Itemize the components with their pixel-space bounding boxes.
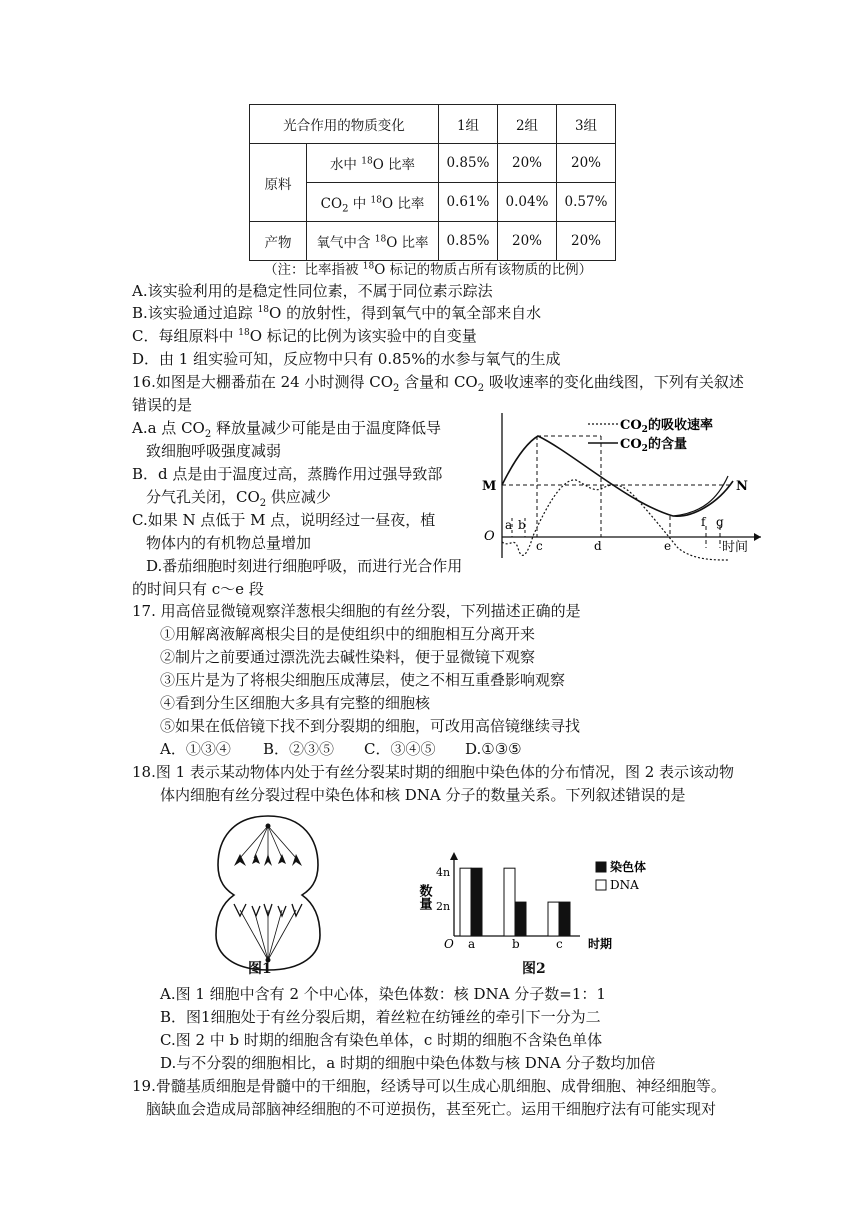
- label-e: e: [664, 539, 672, 553]
- q16-stem-cont: 错误的是: [132, 396, 193, 414]
- q17-option-b: B．②③⑤: [263, 740, 335, 758]
- q16-option-c-cont: 物体内的有机物总量增加: [146, 534, 312, 552]
- bar-chromosome-b: [515, 902, 526, 936]
- legend-chromosome-swatch: [596, 862, 606, 872]
- label-g: g: [716, 515, 724, 529]
- table-row-label: 水中 $^{18}$O 比率: [307, 144, 439, 183]
- q16-option-a-cont: 致细胞呼吸强度减弱: [146, 442, 282, 460]
- q17-item: ④看到分生区细胞大多具有完整的细胞核: [160, 694, 431, 712]
- cell-division-figure: [212, 810, 324, 980]
- centrosome-top: [266, 824, 271, 829]
- bar-origin-label: O: [444, 937, 454, 951]
- q17-item: ⑤如果在低倍镜下找不到分裂期的细胞，可改用高倍镜继续寻找: [160, 717, 581, 735]
- bar-chromosome-a: [471, 868, 482, 936]
- label-b: b: [518, 518, 526, 532]
- label-a: a: [505, 518, 513, 532]
- bar-x-axis-label: 时期: [588, 937, 613, 951]
- q19-stem: 19.骨髓基质细胞是骨髓中的干细胞，经诱导可以生成心肌细胞、成骨细胞、神经细胞等。: [132, 1077, 726, 1095]
- q17-item: ②制片之前要通过漂洗洗去碱性染料，便于显微镜下观察: [160, 648, 536, 666]
- q15-option-a: A.该实验利用的是稳定性同位素，不属于同位素示踪法: [132, 282, 493, 300]
- table-cell: 20%: [557, 222, 616, 261]
- q15-option-d: D．由 1 组实验可知，反应物中只有 0.85%的水参与氧气的生成: [132, 350, 561, 368]
- bar-dna-a: [460, 868, 471, 936]
- label-d: d: [594, 539, 602, 553]
- upper-chromosomes: [234, 854, 302, 866]
- table-cell: 0.57%: [557, 183, 616, 222]
- q15-option-c: C．每组原料中 $^{18}$O 标记的比例为该实验中的自变量: [132, 327, 477, 345]
- bar-y-arrow: [450, 852, 458, 860]
- y-tick-4n: 4n: [436, 866, 451, 879]
- label-origin: O: [484, 529, 495, 544]
- bar-category-label: a: [468, 937, 476, 951]
- q16-option-d-cont: 的时间只有 c～e 段: [132, 580, 264, 598]
- table-group-label: 产物: [250, 222, 307, 261]
- q16-option-a: A.a 点 $CO_2$ 释放量减少可能是由于温度降低导: [132, 419, 442, 440]
- fig1-label: 图1: [248, 961, 272, 977]
- table-note: （注：比率指被 $^{18}$O 标记的物质占所有该物质的比例）: [264, 261, 593, 278]
- label-c: c: [536, 539, 543, 553]
- label-m: M: [482, 479, 497, 494]
- label-f: f: [701, 515, 706, 529]
- table-group-label: 原料: [250, 144, 307, 222]
- y-tick-2n: 2n: [436, 900, 451, 913]
- table-header-cell: 3组: [557, 105, 616, 144]
- legend-dna-label: DNA: [610, 878, 639, 892]
- q18-option-a: A.图 1 细胞中含有 2 个中心体，染色体数：核 DNA 分子数=1：1: [160, 985, 606, 1003]
- q19-stem-cont: 脑缺血会造成局部脑神经细胞的不可逆损伤，甚至死亡。运用干细胞疗法有可能实现对: [146, 1100, 717, 1118]
- table-cell: 20%: [498, 144, 557, 183]
- q18-option-d: D.与不分裂的细胞相比，a 时期的细胞中染色体数与核 DNA 分子数均加倍: [160, 1054, 656, 1072]
- legend-chromosome-label: 染色体: [610, 860, 647, 874]
- q17-item: ③压片是为了将根尖细胞压成薄层，使之不相互重叠影响观察: [160, 671, 566, 689]
- bar-category-label: c: [556, 937, 563, 951]
- chromosome-dna-bar-chart: [416, 850, 660, 960]
- q17-item: ①用解离液解离根尖目的是使组织中的细胞相互分离开来: [160, 625, 536, 643]
- table-cell: 20%: [557, 144, 616, 183]
- bar-chromosome-c: [559, 902, 570, 936]
- x-axis-label: 时间: [722, 540, 749, 555]
- spindle-fibers: [240, 826, 296, 960]
- table-row-label: $CO_2$ 中 $^{18}$O 比率: [307, 183, 439, 222]
- q16-option-d: D.番茄细胞时刻进行细胞呼吸，而进行光合作用: [146, 557, 463, 575]
- table-row-label: 氧气中含 $^{18}$O 比率: [307, 222, 439, 261]
- table-cell: 20%: [498, 222, 557, 261]
- table-cell: 0.85%: [439, 144, 498, 183]
- table-cell: 0.85%: [439, 222, 498, 261]
- q16-option-b: B．d 点是由于温度过高，蒸腾作用过强导致部: [132, 465, 443, 483]
- label-n: N: [736, 479, 748, 494]
- x-axis-arrow: [754, 533, 761, 541]
- q17-stem: 17. 用高倍显微镜观察洋葱根尖细胞的有丝分裂，下列描述正确的是: [132, 602, 581, 620]
- q18-option-b: B．图1细胞处于有丝分裂后期，着丝粒在纺锤丝的牵引下一分为二: [160, 1008, 601, 1026]
- q16-option-b-cont: 分气孔关闭，$CO_2$ 供应减少: [146, 488, 331, 509]
- y-axis-label: 数量: [416, 884, 432, 910]
- q18-stem-cont: 体内细胞有丝分裂过程中染色体和核 DNA 分子的数量关系。下列叙述错误的是: [160, 786, 686, 804]
- co2-curve-chart: [478, 408, 763, 578]
- legend-dna-swatch: [596, 880, 606, 890]
- table-header-cell: 光合作用的物质变化: [250, 105, 439, 144]
- q17-option-a: A．①③④: [160, 740, 231, 758]
- co2-content-curve: [502, 436, 733, 516]
- q17-option-c: C．③④⑤: [364, 740, 436, 758]
- table-header-cell: 2组: [498, 105, 557, 144]
- bar-dna-b: [504, 868, 515, 936]
- table-cell: 0.61%: [439, 183, 498, 222]
- bar-dna-c: [548, 902, 559, 936]
- q17-option-d: D.①③⑤: [465, 740, 522, 758]
- q18-option-c: C.图 2 中 b 时期的细胞含有染色单体，c 时期的细胞不含染色单体: [160, 1031, 603, 1049]
- q18-stem: 18.图 1 表示某动物体内处于有丝分裂某时期的细胞中染色体的分布情况，图 2 表示该动物: [132, 763, 735, 781]
- q15-option-b: B.该实验通过追踪 $^{18}$O 的放射性，得到氧气中的氧全部来自水: [132, 304, 542, 322]
- legend-content-label: $CO_2$的含量: [620, 437, 687, 454]
- q16-stem: 16.如图是大棚番茄在 24 小时测得 $CO_2$ 含量和 $CO_2$ 吸收速率的变化曲线图，下列有关叙述: [132, 373, 744, 394]
- fig2-label: 图2: [522, 961, 546, 977]
- bar-category-label: b: [512, 937, 520, 951]
- isotope-table: [249, 104, 616, 261]
- legend-rate-label: $CO_2$的吸收速率: [620, 418, 713, 435]
- q16-option-c: C.如果 N 点低于 M 点，说明经过一昼夜，植: [132, 511, 436, 529]
- table-cell: 0.04%: [498, 183, 557, 222]
- table-header-cell: 1组: [439, 105, 498, 144]
